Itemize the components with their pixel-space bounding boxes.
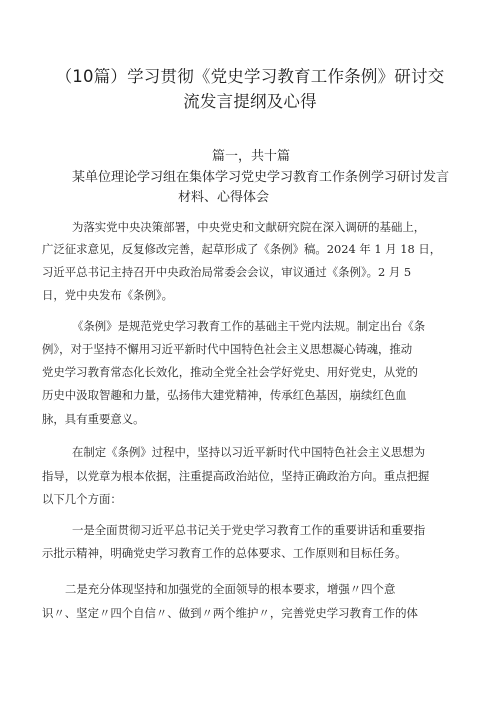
paragraph-3-line-3: 以下几个方面：	[42, 492, 122, 506]
paragraph-2-line-5: 脉，具有重要意义。	[42, 412, 145, 426]
paragraph-4-line-2: 示批示精神，明确党史学习教育工作的总体要求、工作原则和目标任务。	[42, 546, 407, 560]
paragraph-1-line-4: 日，党中央发布《条例》。	[42, 288, 173, 302]
paragraph-2-line-4: 历史中汲取智趣和力量，弘扬伟大建党精神，传承红色基因，崩续红色血	[42, 388, 407, 402]
document-title-line-2: 流发言提纲及心得	[183, 92, 317, 111]
paragraph-2-line-3: 党史学习教育常态化长效化，推动全党全社会学好党史、用好党史，从党的	[42, 365, 418, 379]
subtitle-line-2: 材料、心得体会	[178, 190, 270, 205]
paragraph-1-line-1: 为落实党中央决策部署，中央党史和文献研究院在深入调研的基础上，	[72, 220, 426, 234]
paragraph-3-line-2: 指导，以党章为根本依据，注重提高政治站位，坚持正确政治方向。重点把握	[42, 469, 430, 483]
paragraph-2-line-2: 例》，对于坚持不懈用习近平新时代中国特色社会主义思想凝心铸魂，推动	[42, 342, 413, 356]
paragraph-2-line-1: 《条例》是规范党史学习教育工作的基础主干党内法规。制定出台《条	[72, 319, 426, 333]
paragraph-1-line-2: 广泛征求意见，反复修改完善，起草形成了《条例》稿。2024 年 1 月 18 日，	[42, 242, 442, 256]
subtitle-line-1: 某单位理论学习组在集体学习党史学习教育工作条例学习研讨发言	[72, 170, 450, 185]
document-title-line-1: （10篇）学习贯彻《党史学习教育工作条例》研讨交	[55, 67, 445, 86]
paragraph-4-line-1: 一是全面贯彻习近平总书记关于党史学习教育工作的重要讲话和重要指	[72, 523, 426, 537]
paragraph-1-line-3: 习近平总书记主持召开中央政治局常委会会议，审议通过《条例》。2 月 5	[42, 265, 412, 279]
section-heading: 篇一，共十篇	[212, 149, 291, 164]
paragraph-5-line-2: 识〃、坚定〃四个自信〃、做到〃两个维护〃，完善党史学习教育工作的体	[42, 606, 418, 620]
paragraph-5-line-1: 二是充分体现坚持和加强党的全面领导的根本要求，增强〃四个意	[65, 582, 396, 596]
paragraph-3-line-1: 在制定《条例》过程中，坚持以习近平新时代中国特色社会主义思想为	[72, 445, 426, 459]
